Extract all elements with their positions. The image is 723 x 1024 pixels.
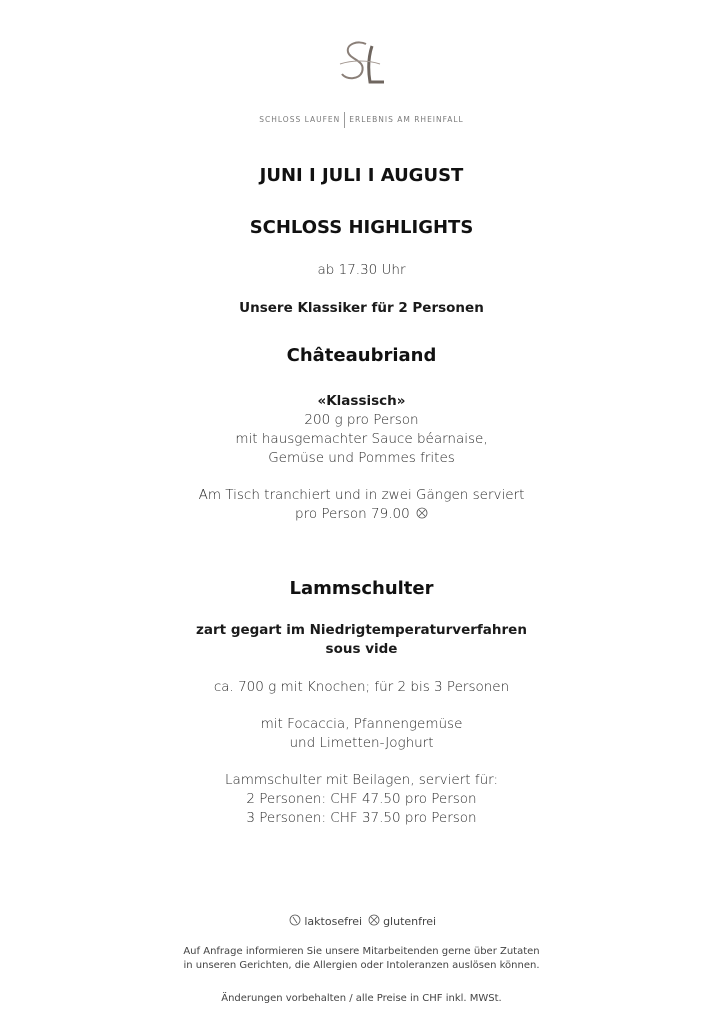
gluten-free-icon <box>368 914 380 926</box>
chateaubriand-price-line <box>0 505 723 524</box>
lamb-price-3: 3 Personen: CHF 37.50 pro Person <box>246 810 477 826</box>
lamb-serve-intro: Lammschulter mit Beilagen, serviert für: <box>224 772 499 788</box>
allergy-line2: in unseren Gerichten, die Allergien oder Intoleranzen auslösen können. <box>183 960 540 971</box>
allergy-line1: Auf Anfrage informieren Sie unsere Mitarbeitenden gerne über Zutaten <box>183 946 540 957</box>
lamb-price-2: 2 Personen: CHF 47.50 pro Person <box>246 791 477 807</box>
brand-separator <box>344 112 345 128</box>
chateaubriand-title: Châteaubriand <box>286 345 437 366</box>
gluten-free-icon <box>416 507 428 519</box>
brand-line <box>0 112 723 128</box>
classics-subtitle: Unsere Klassiker für 2 Personen <box>239 300 484 316</box>
lamb-side1: mit Focaccia, Pfannengemüse <box>260 716 463 732</box>
chateaubriand-service: Am Tisch tranchiert und in zwei Gängen serviert <box>198 487 525 503</box>
lamb-prep2: sous vide <box>325 641 398 657</box>
brand-right: ERLEBNIS AM RHEINFALL <box>349 115 464 124</box>
chateaubriand-weight: 200 g pro Person <box>304 412 419 428</box>
chateaubriand-line2: Gemüse und Pommes frites <box>268 450 455 466</box>
chateaubriand-style: «Klassisch» <box>317 393 406 409</box>
time-text: ab 17.30 Uhr <box>317 262 406 278</box>
diet-legend <box>0 914 723 929</box>
lamb-prep1: zart gegart im Niedrigtemperaturverfahren <box>196 622 527 638</box>
brand-left: SCHLOSS LAUFEN <box>259 115 341 124</box>
lactose-free-icon <box>289 914 301 926</box>
lamb-title: Lammschulter <box>289 578 434 599</box>
chateaubriand-line1: mit hausgemachter Sauce béarnaise, <box>235 431 488 447</box>
gluten-free-label: glutenfrei <box>383 915 437 928</box>
lamb-side2: und Limetten-Joghurt <box>289 735 434 751</box>
lactose-free-label: laktosefrei <box>304 915 363 928</box>
lamb-weight: ca. 700 g mit Knochen; für 2 bis 3 Personen <box>213 679 510 695</box>
months-heading: JUNI I JULI I AUGUST <box>259 165 464 186</box>
logo <box>0 38 723 88</box>
sl-monogram-logo <box>332 38 392 88</box>
highlights-heading: SCHLOSS HIGHLIGHTS <box>249 217 474 238</box>
price-disclaimer: Änderungen vorbehalten / alle Preise in CHF inkl. MWSt. <box>221 993 502 1004</box>
chateaubriand-price: pro Person 79.00 <box>295 506 410 522</box>
